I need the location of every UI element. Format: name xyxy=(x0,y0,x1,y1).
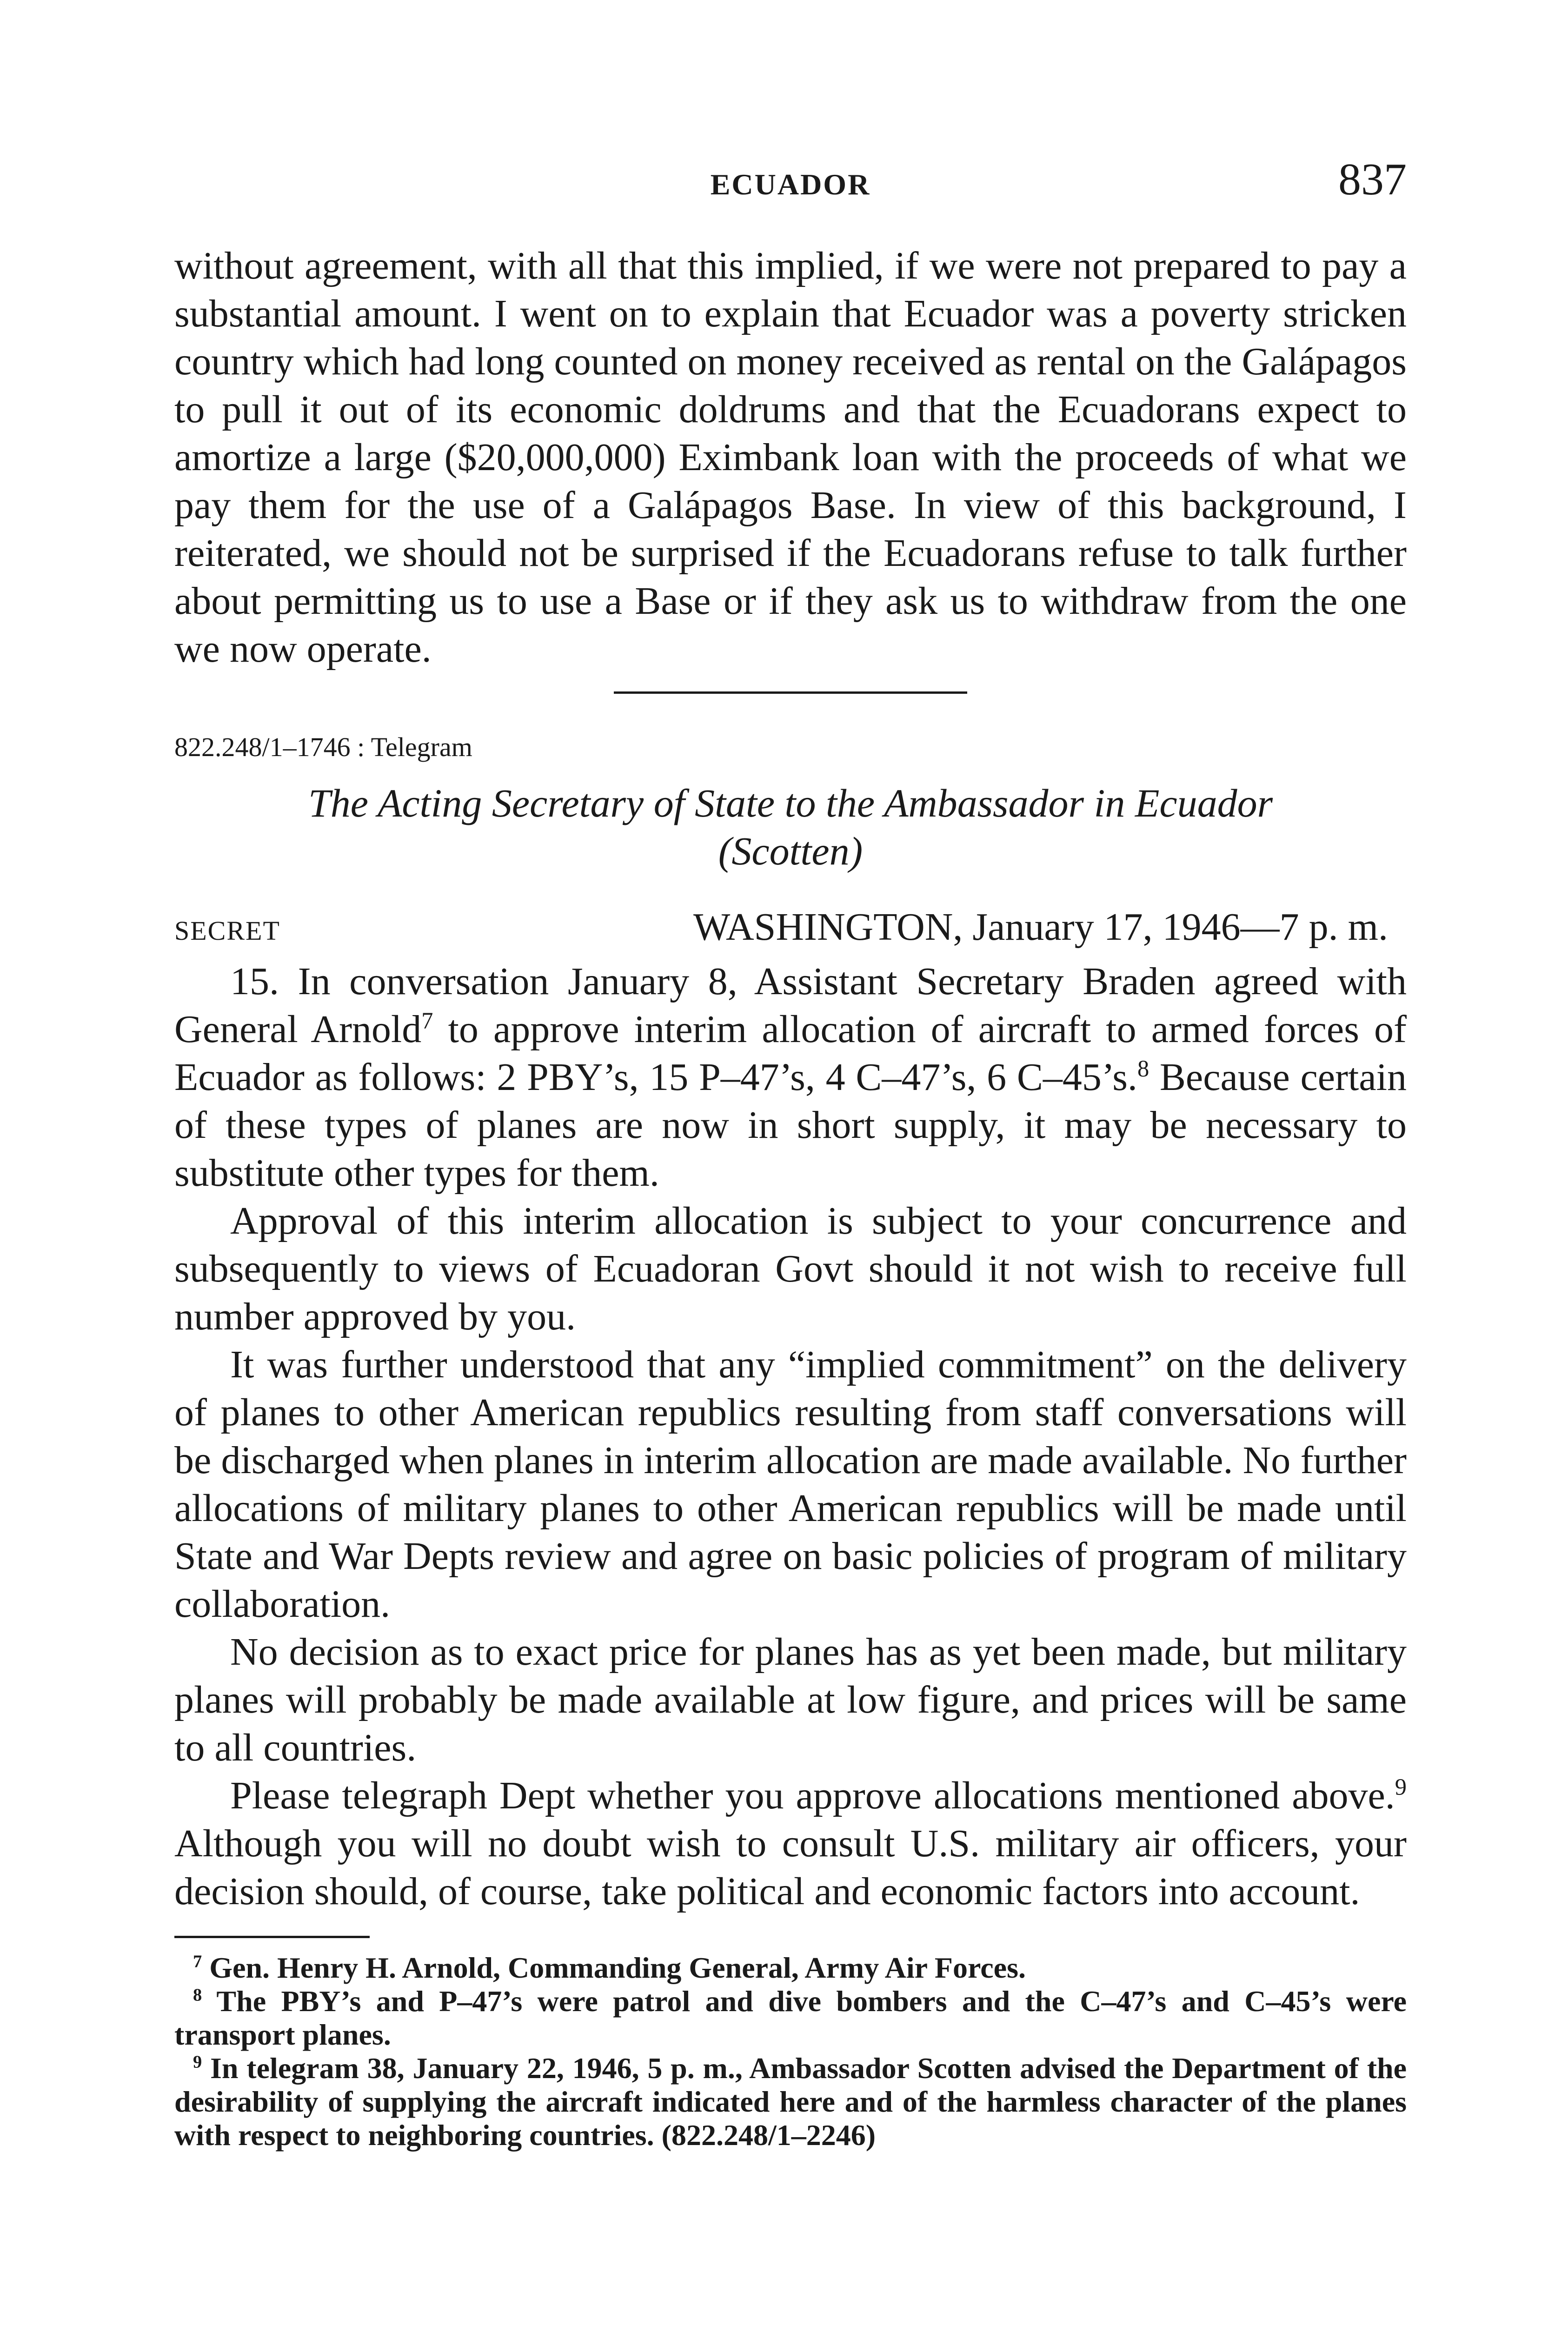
footnote-marker: 7 xyxy=(193,1952,202,1972)
page-body xyxy=(174,242,1407,2152)
footnotes xyxy=(174,1951,1407,2152)
paragraph-text: 15. In conversation January 8, Assistant Secretary Braden agreed with General Arnold xyxy=(174,960,1407,1051)
footnote-text: Gen. Henry H. Arnold, Commanding General, Army Air Forces. xyxy=(202,1951,1026,1984)
footnote-ref: 8 xyxy=(1137,1056,1149,1082)
page-number: 837 xyxy=(1338,154,1407,205)
telegram-paragraph: Approval of this interim allocation is subject to your concurrence and subsequently to views of Ecuadoran Govt should it not wish to receive full number approved by you. xyxy=(174,1199,1407,1338)
footnote-text: The PBY’s and P–47’s were patrol and dive bombers and the C–47’s and C–45’s were transport planes. xyxy=(174,1985,1407,2051)
footnote-divider xyxy=(174,1936,370,1938)
footnote-ref: 9 xyxy=(1395,1774,1407,1800)
document-title-line: (Scotten) xyxy=(718,829,863,873)
telegram-paragraph: No decision as to exact price for planes has as yet been made, but military planes will probably be made available at low figure, and prices will be same to all countries. xyxy=(174,1630,1407,1769)
classification-label: SECRET xyxy=(174,916,280,946)
document-title-line: The Acting Secretary of State to the Ambassador in Ecuador xyxy=(308,781,1273,825)
running-head: ECUADOR xyxy=(710,168,871,201)
telegram-paragraph xyxy=(174,957,1407,1197)
footnote-text: In telegram 38, January 22, 1946, 5 p. m., Ambassador Scotten advised the Department of the desirability of supplying the aircraft indicated here and of the harmless character of the planes with respect to neighboring countries. (822.248/1–2246) xyxy=(174,2052,1407,2152)
section-divider xyxy=(614,691,967,694)
telegram-paragraph xyxy=(174,1772,1407,1915)
footnote-ref: 7 xyxy=(421,1008,433,1034)
telegram-paragraph: It was further understood that any “implied commitment” on the delivery of planes to other American republics resulting from staff conversations will be discharged when planes in interim allocation are made available. No further allocations of military planes to other American republics will be made until State and War Depts review and agree on basic policies of program of military collaboration. xyxy=(174,1343,1407,1626)
document-reference: 822.248/1–1746 : Telegram xyxy=(174,732,472,762)
paragraph-text: Although you will no doubt wish to consult U.S. military air officers, your decision should, of course, take political and economic factors into account. xyxy=(174,1822,1407,1913)
footnote xyxy=(174,1985,1407,2052)
paragraph-text: to approve interim allocation of aircraft to armed forces of Ecuador as follows: 2 PBY’s, 15 P–47’s, 4 C–47’s, 6 C–45’s. xyxy=(174,1008,1407,1099)
dateline: WASHINGTON, January 17, 1946—7 p. m. xyxy=(693,905,1388,949)
footnote-marker: 8 xyxy=(193,1985,202,2005)
dateline-row xyxy=(174,903,1407,955)
page-header xyxy=(174,153,1407,209)
document-title xyxy=(174,779,1407,875)
paragraph-text: Please telegraph Dept whether you approve allocations mentioned above. xyxy=(230,1774,1395,1817)
footnote-marker: 9 xyxy=(193,2052,202,2072)
footnote xyxy=(174,2052,1407,2152)
paragraph-text: Because certain of these types of planes are now in short supply, it may be necessary to substitute other types for them. xyxy=(174,1056,1407,1195)
continuation-paragraph: without agreement, with all that this implied, if we were not prepared to pay a substantial amount. I went on to explain that Ecuador was a poverty stricken country which had long counted on money received as rental on the Galápagos to pull it out of its economic doldrums and that the Ecuadorans expect to amortize a large ($20,000,000) Eximbank loan with the proceeds of what we pay them for the use of a Galápagos Base. In view of this background, I reiterated, we should not be surprised if the Ecuadorans refuse to talk further about permitting us to use a Base or if they ask us to withdraw from the one we now operate. xyxy=(174,244,1407,671)
footnote xyxy=(174,1951,1407,1985)
